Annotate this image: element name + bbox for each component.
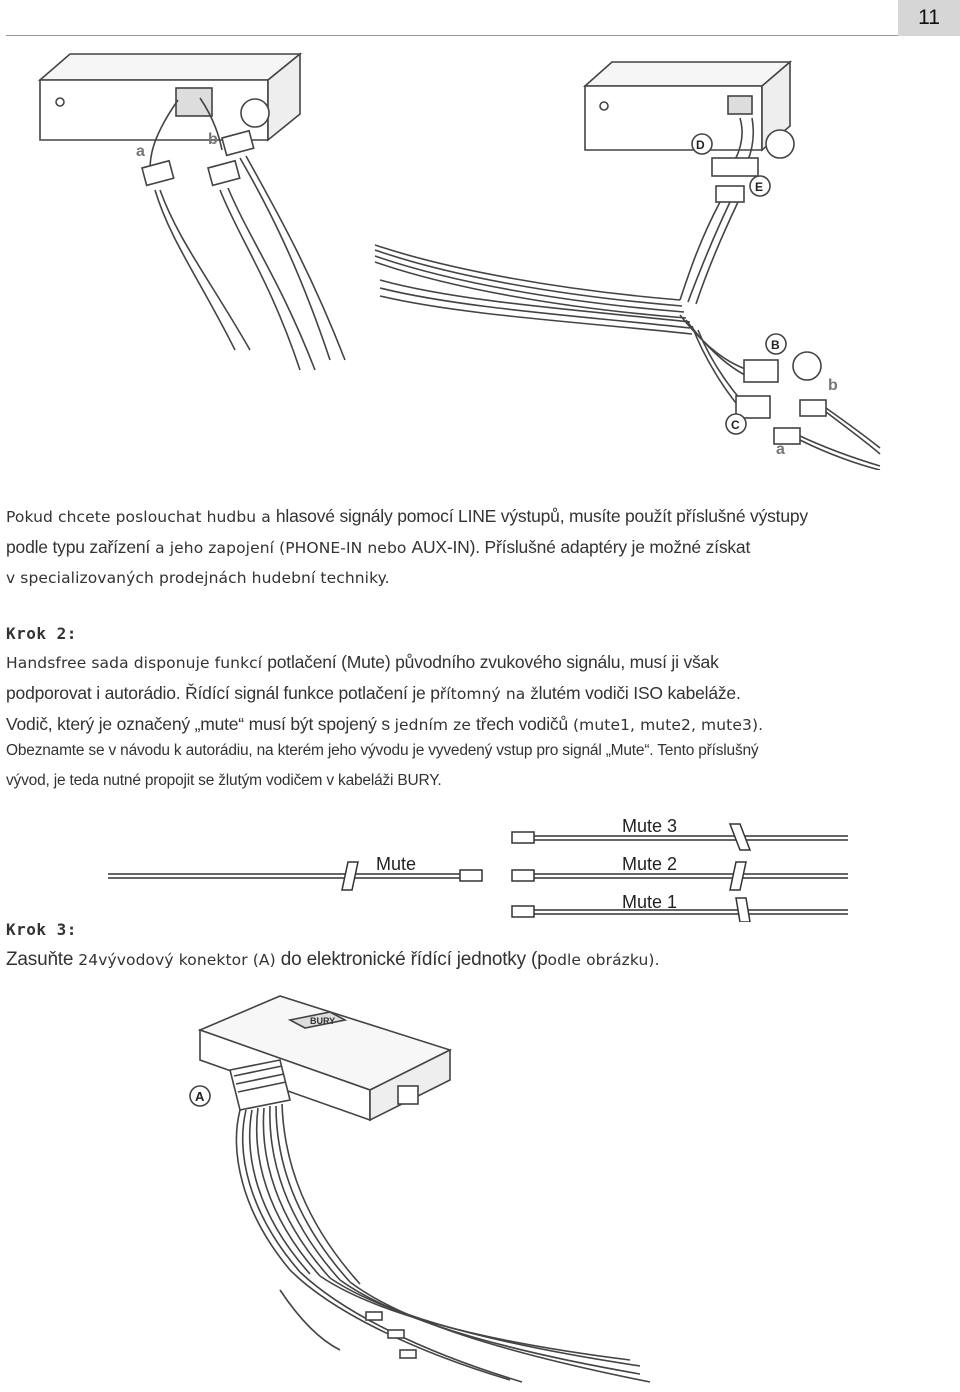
label-mute: Mute	[376, 854, 417, 874]
label-mute2: Mute 2	[622, 854, 678, 874]
label-E: E	[755, 180, 764, 194]
label-D: D	[696, 138, 705, 152]
label-mute1: Mute 1	[622, 892, 678, 912]
s2-line3-d: (mute1, mute2, mute3).	[567, 716, 764, 734]
s2-line2-b: řítomný na ž	[439, 685, 539, 703]
s3-line1-b: 24vývodový konektor (A)	[73, 951, 281, 969]
page-number: 11	[898, 0, 960, 36]
p1-line2-c: AUX-IN). Příslušné adaptéry je možné získat	[411, 537, 751, 557]
label-a-left: a	[136, 143, 145, 160]
s3-line1-d: odle obrázku).	[547, 951, 660, 969]
step2-paragraph-cont	[6, 736, 958, 796]
label-mute3: Mute 3	[622, 816, 678, 836]
s2-line4: Obeznamte se v návodu k autorádiu, na kterém jeho vývodu je vyvedený vstup pro signál „Mute“. Tento příslušný	[6, 742, 759, 759]
s2-line1-b: potlačení (Mute) původního zvukového signálu, musí ji však	[267, 652, 719, 672]
s3-line1-a: Zasuňte	[6, 949, 74, 970]
s2-line2-a: podporovat i autorádio. Řídící signál funkce potlačení je p	[6, 683, 440, 703]
step2-heading: Krok 2:	[6, 624, 77, 643]
s2-line2-c: lutém vodiči ISO kabeláže.	[538, 683, 741, 703]
p1-line1-b: hlasové signály pomocí LINE výstupů, musíte použít příslušné výstupy	[275, 506, 808, 526]
p1-line2-a: podle typu zařízení	[6, 537, 151, 557]
step2-paragraph	[6, 647, 958, 740]
s2-line5: vývod, je teda nutné propojit se žlutým vodičem v kabeláži BURY.	[6, 772, 442, 789]
step3-paragraph	[6, 945, 958, 975]
label-b-left: b	[208, 131, 218, 148]
label-a-right: a	[776, 441, 785, 458]
s2-line3-a: Vodič, který je označený „mute“ musí být spojený s	[6, 714, 395, 734]
mute-wiring-diagram	[100, 810, 860, 922]
p1-line2-b: a jeho zapojení (PHONE-IN nebo	[150, 539, 412, 557]
s3-line1-c: do elektronické řídící jednotky (p	[280, 949, 548, 970]
header-rule	[6, 35, 898, 36]
label-C: C	[731, 418, 740, 432]
figure-control-unit	[170, 990, 730, 1390]
s2-line3-c: třech vodičů	[476, 714, 568, 734]
label-B: B	[771, 338, 780, 352]
step3-heading: Krok 3:	[6, 920, 77, 939]
intro-paragraph	[6, 501, 958, 593]
p1-line1-a: Pokud chcete poslouchat hudbu a	[6, 508, 276, 526]
s2-line3-b: jedním ze	[394, 716, 477, 734]
bury-logo: BURY	[310, 1016, 336, 1026]
p1-line3: v specializovaných prodejnách hudební techniky.	[6, 569, 390, 587]
label-A: A	[195, 1089, 205, 1104]
label-b-right: b	[828, 377, 838, 394]
s2-line1-a: Handsfree sada disponuje funkcí	[6, 654, 268, 672]
figure-radio-wiring	[0, 40, 960, 470]
